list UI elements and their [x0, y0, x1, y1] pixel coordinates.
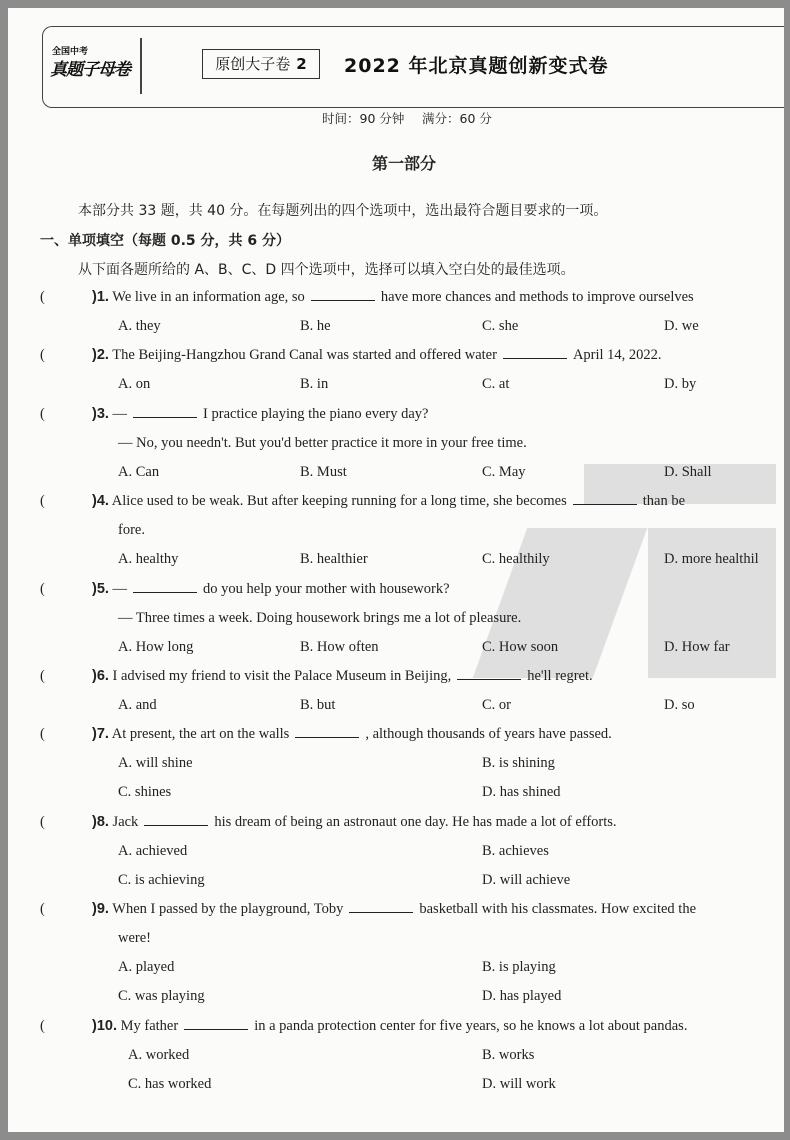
answer-blank [349, 902, 413, 913]
option: C. shines [118, 784, 172, 800]
option: A. played [118, 959, 175, 975]
option: D. so [664, 697, 695, 713]
question-row: ( [40, 901, 45, 917]
option: B. in [300, 376, 329, 392]
question-number: )4. [92, 493, 109, 509]
question-number: )9. [92, 901, 109, 917]
option: D. Shall [664, 464, 712, 480]
question-9: )9. When I passed by the playground, Toby basketball with his classmates. How excited the [92, 901, 697, 917]
time-limit: 时间：90 分钟 [322, 111, 405, 126]
question-5-line2: — Three times a week. Doing housework brings me a lot of pleasure. [118, 610, 522, 626]
question-row: ( [40, 347, 45, 363]
question-row: ( [40, 814, 45, 830]
question-row: ( [40, 406, 45, 422]
option: C. she [482, 318, 519, 334]
question-number: )2. [92, 347, 109, 363]
question-3: )3. — I practice playing the piano every day? [92, 406, 429, 422]
question-2: )2. The Beijing-Hangzhou Grand Canal was started and offered water April 14, 2022. [92, 347, 662, 363]
question-row: ( [40, 493, 45, 509]
full-score: 满分：60 分 [422, 111, 492, 126]
answer-blank [295, 727, 359, 738]
question-4-line2: fore. [118, 522, 145, 538]
question-4: )4. Alice used to be weak. But after keeping running for a long time, she becomes than be [92, 493, 686, 509]
question-number: )1. [92, 289, 109, 305]
question-number: )5. [92, 581, 109, 597]
question-7: )7. At present, the art on the walls , although thousands of years have passed. [92, 726, 612, 742]
option: D. has played [482, 988, 562, 1004]
question-9-line2: were! [118, 930, 152, 946]
answer-blank [457, 669, 521, 680]
question-3-line2: — No, you needn't. But you'd better practice it more in your free time. [118, 435, 527, 451]
answer-blank [144, 815, 208, 826]
option: A. Can [118, 464, 160, 480]
option: B. healthier [300, 551, 368, 567]
question-number: )3. [92, 406, 109, 422]
section-title: 一、单项填空（每题 0.5 分，共 6 分） [40, 233, 291, 249]
question-5: )5. — do you help your mother with housework? [92, 581, 450, 597]
option: B. is shining [482, 755, 555, 771]
option: C. or [482, 697, 511, 713]
option: B. achieves [482, 843, 549, 859]
part-title: 第一部分 [372, 154, 437, 173]
option: D. will work [482, 1076, 556, 1092]
option: A. on [118, 376, 151, 392]
question-8: )8. Jack his dream of being an astronaut one day. He has made a lot of efforts. [92, 814, 617, 830]
option: C. healthily [482, 551, 550, 567]
part-intro: 本部分共 33 题，共 40 分。在每题列出的四个选项中，选出最符合题目要求的一项。 [78, 203, 608, 219]
question-row: ( [40, 581, 45, 597]
section-instruction: 从下面各题所给的 A、B、C、D 四个选项中，选择可以填入空白处的最佳选项。 [78, 262, 575, 278]
question-row: ( [40, 726, 45, 742]
option: C. was playing [118, 988, 205, 1004]
question-row: ( [40, 289, 45, 305]
option: B. works [482, 1047, 535, 1063]
answer-blank [133, 407, 197, 418]
option: A. worked [128, 1047, 190, 1063]
question-row: ( [40, 668, 45, 684]
option: B. is playing [482, 959, 556, 975]
option: C. is achieving [118, 872, 205, 888]
series-badge: 原创大子卷 2 [202, 49, 320, 79]
question-number: )8. [92, 814, 109, 830]
option: D. How far [664, 639, 730, 655]
option: D. we [664, 318, 699, 334]
option: B. he [300, 318, 331, 334]
option: A. will shine [118, 755, 193, 771]
option: C. has worked [128, 1076, 212, 1092]
option: C. May [482, 464, 526, 480]
exam-page [8, 8, 784, 1132]
answer-blank [133, 582, 197, 593]
option: A. How long [118, 639, 194, 655]
brand-logo: 全国中考 真题子母卷 [50, 47, 130, 80]
option: C. at [482, 376, 510, 392]
option: D. by [664, 376, 697, 392]
answer-blank [184, 1019, 248, 1030]
option: D. has shined [482, 784, 561, 800]
question-number: )7. [92, 726, 109, 742]
option: B. How often [300, 639, 379, 655]
answer-blank [573, 494, 637, 505]
question-number: )6. [92, 668, 109, 684]
option: B. Must [300, 464, 347, 480]
exam-title: 2022 年北京真题创新变式卷 [344, 55, 609, 77]
option: D. will achieve [482, 872, 571, 888]
header-divider [140, 38, 142, 94]
question-row: ( [40, 1018, 45, 1034]
question-number: )10. [92, 1018, 117, 1034]
question-1: )1. We live in an information age, so have more chances and methods to improve ourselves [92, 289, 694, 305]
answer-blank [503, 348, 567, 359]
option: A. and [118, 697, 157, 713]
option: A. healthy [118, 551, 179, 567]
option: B. but [300, 697, 336, 713]
question-10: )10. My father in a panda protection center for five years, so he knows a lot about pandas. [92, 1018, 688, 1034]
option: D. more healthil [664, 551, 759, 567]
option: A. achieved [118, 843, 188, 859]
option: A. they [118, 318, 161, 334]
option: C. How soon [482, 639, 559, 655]
answer-blank [311, 290, 375, 301]
question-6: )6. I advised my friend to visit the Palace Museum in Beijing, he'll regret. [92, 668, 593, 684]
